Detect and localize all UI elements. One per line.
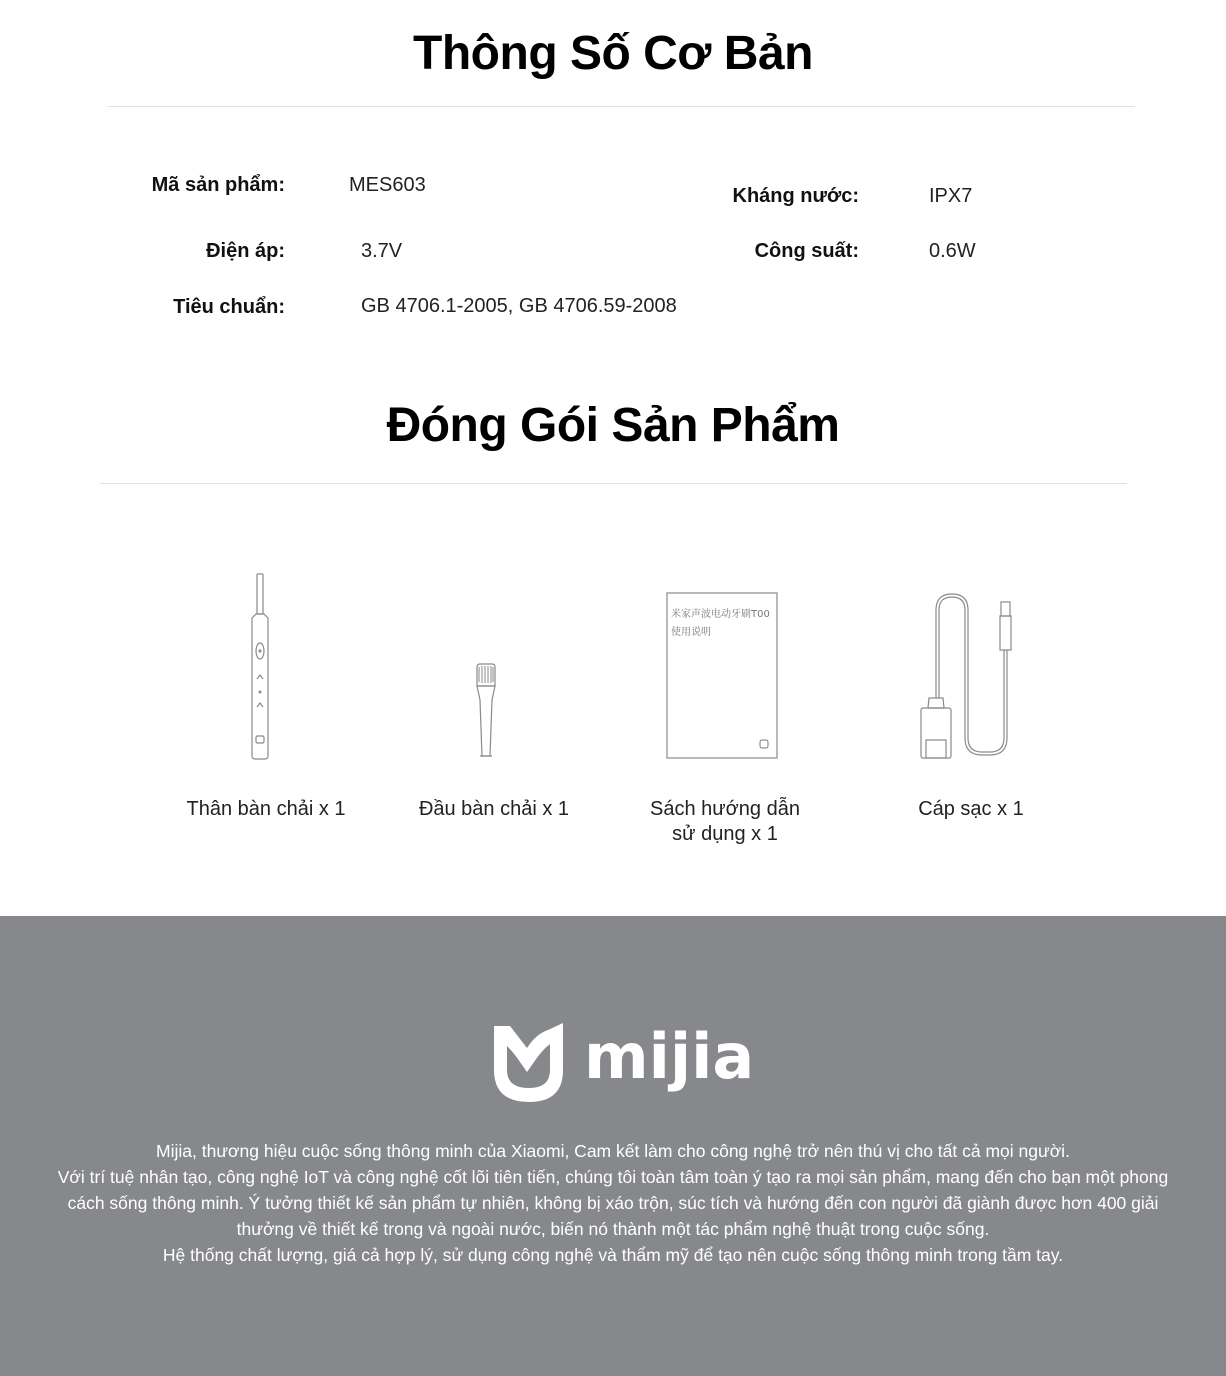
package-item-manual [666, 592, 780, 765]
manual-title-text: 米家声波电动牙刷T00 [671, 609, 770, 620]
mijia-logo [490, 1020, 770, 1106]
caption-toothbrush-body: Thân bàn chải x 1 [186, 798, 346, 820]
specs-divider [108, 106, 1135, 107]
caption-cable: Cáp sạc x 1 [918, 798, 1024, 820]
package-item-brush-head [472, 660, 500, 767]
package-title: Đóng Gói Sản Phẩm [386, 399, 840, 452]
mijia-wordmark: mijia [584, 1020, 755, 1093]
package-divider [100, 483, 1127, 484]
model-label: Mã sản phẩm: [151, 174, 285, 196]
charging-cable-icon [918, 590, 1018, 764]
power-label: Công suất: [754, 240, 859, 262]
manual-subtitle-text: 使用说明 [671, 627, 711, 638]
mijia-mark-icon [494, 1023, 563, 1102]
caption-brush-head: Đầu bàn chải x 1 [418, 798, 570, 820]
caption-manual: Sách hướng dẫn sử dụng x 1 [650, 798, 800, 845]
waterproof-label: Kháng nước: [732, 185, 859, 207]
specs-title: Thông Số Cơ Bản [413, 27, 813, 80]
toothbrush-body-icon [240, 570, 280, 762]
standard-value: GB 4706.1-2005, GB 4706.59-2008 [361, 295, 677, 317]
brush-head-icon [472, 660, 500, 762]
waterproof-value: IPX7 [929, 185, 973, 207]
footer-description [40, 1138, 1186, 1268]
footer-paragraph-2: Với trí tuệ nhân tạo, công nghệ IoT và công nghệ cốt lõi tiên tiến, chúng tôi toàn tâm toàn ý tạo ra mọi sản phẩm, mang đến cho bạn một phong cách sống thông minh. Ý tưởng thiết kế sản phẩm tự nhiên, không bị xáo trộn, súc tích và hướng đến con người đã giành được hơn 400 giải thưởng về thiết kế trong và ngoài nước, biến nó thành một tác phẩm nghệ thuật trong cuộc sống. [57, 1167, 1169, 1239]
standard-label: Tiêu chuẩn: [173, 296, 285, 318]
package-item-cable [918, 590, 1018, 769]
footer [0, 916, 1226, 1376]
model-value: MES603 [349, 174, 426, 196]
power-value: 0.6W [929, 240, 976, 262]
footer-paragraph-3: Hệ thống chất lượng, giá cả hợp lý, sử dụng công nghệ và thẩm mỹ để tạo nên cuộc sống thông minh trong tầm tay. [162, 1245, 1064, 1265]
manual-booklet-icon [666, 592, 780, 760]
voltage-value: 3.7V [361, 240, 403, 262]
footer-paragraph-1: Mijia, thương hiệu cuộc sống thông minh của Xiaomi, Cam kết làm cho công nghệ trở nên thú vị cho tất cả mọi người. [156, 1141, 1070, 1161]
voltage-label: Điện áp: [206, 240, 285, 262]
package-item-toothbrush-body [240, 570, 280, 767]
